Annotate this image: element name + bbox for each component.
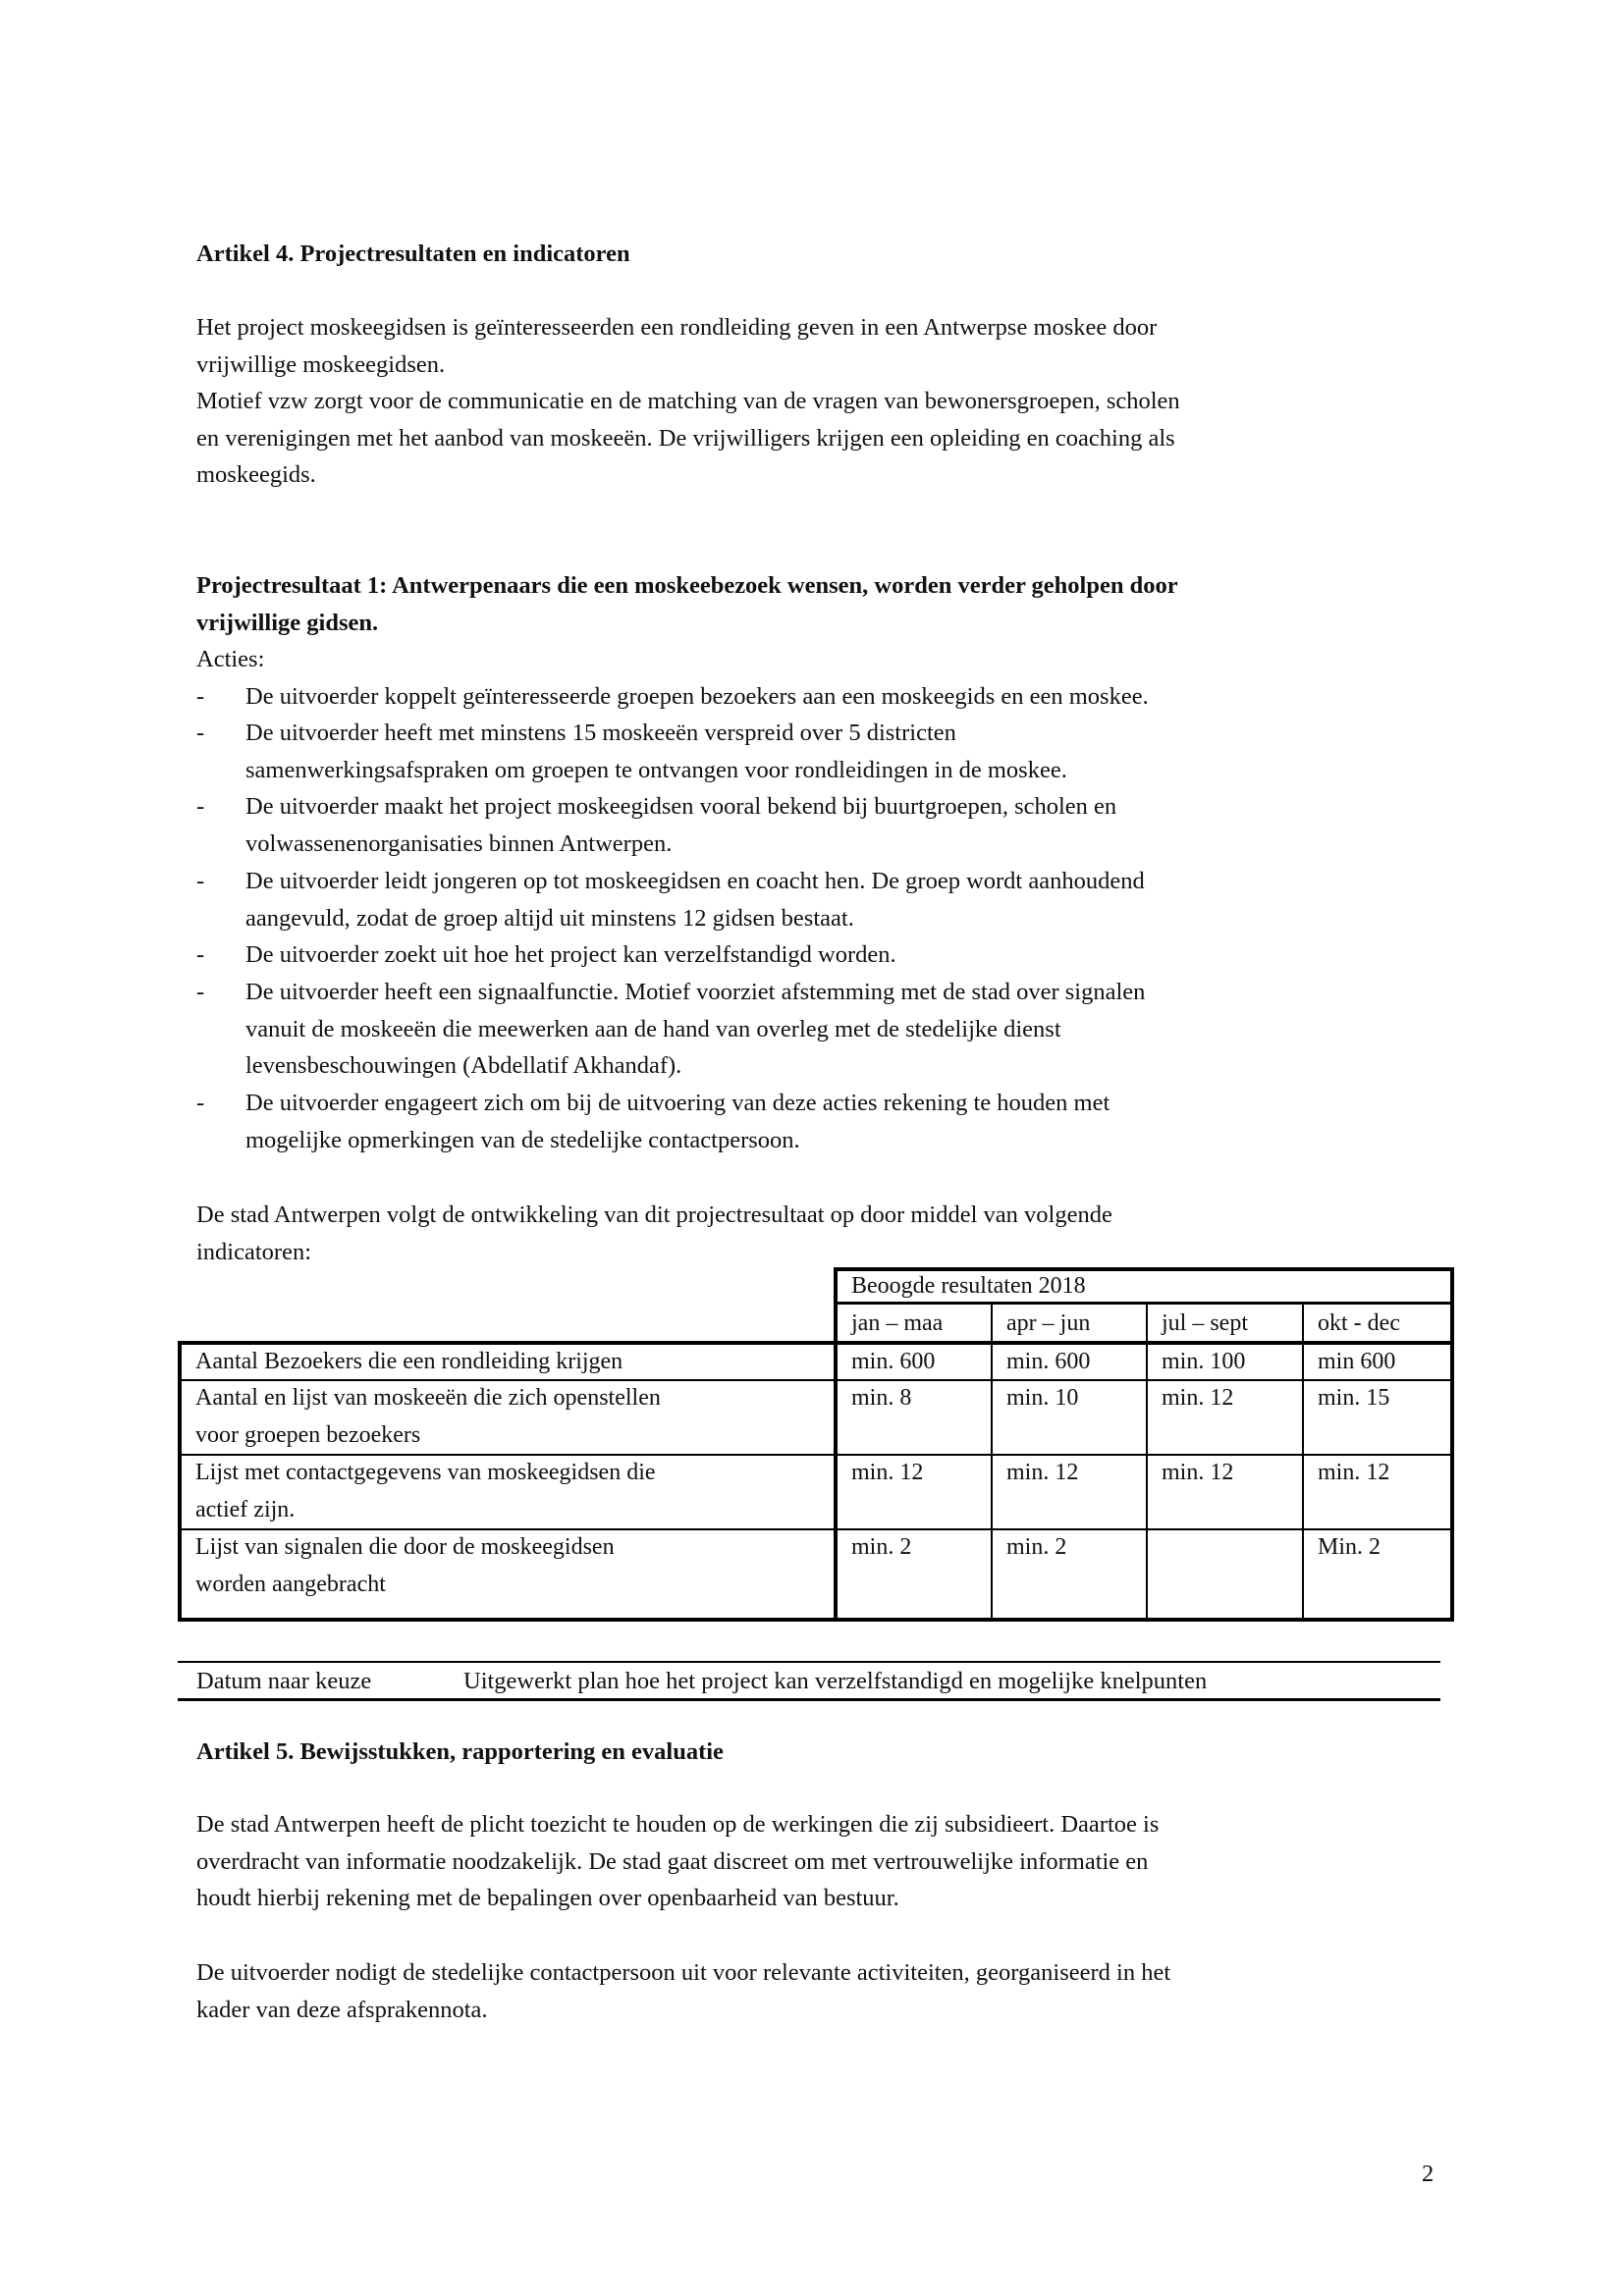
text-line: voor groepen bezoekers [195,1421,421,1448]
bullet-dash: - [196,720,205,746]
text-line: houdt hierbij rekening met de bepalingen over openbaarheid van bestuur. [196,1885,899,1911]
text-line: Motief vzw zorgt voor de communicatie en de matching van de vragen van bewonersgroepen, scholen [196,388,1180,414]
indicator-value: min. 12 [1006,1460,1079,1485]
milestone-description: Uitgewerkt plan hoe het project kan verzelfstandigd en mogelijke knelpunten [463,1668,1208,1694]
text-line: indicatoren: [196,1238,312,1265]
table-border [178,1698,1440,1701]
text-line: De stad Antwerpen heeft de plicht toezicht te houden op de werkingen die zij subsidieert. Daartoe is [196,1811,1160,1838]
indicator-value: min. 600 [1006,1349,1091,1374]
indicator-value: min. 12 [1318,1460,1390,1485]
text-line: Projectresultaat 1: Antwerpenaars die een moskeebezoek wensen, worden verder geholpen door [196,572,1178,599]
text-line: De uitvoerder heeft met minstens 15 moskeeën verspreid over 5 districten [245,720,956,746]
text-line: actief zijn. [195,1496,296,1522]
table-group-header: Beoogde resultaten 2018 [851,1273,1086,1299]
text-line: De uitvoerder zoekt uit hoe het project kan verzelfstandigd worden. [245,941,896,968]
period-header: jul – sept [1162,1310,1248,1336]
indicator-value: min. 12 [1162,1460,1234,1485]
milestone-date: Datum naar keuze [196,1668,372,1694]
text-line: kader van deze afsprakennota. [196,1996,488,2023]
period-header: jan – maa [851,1310,944,1336]
indicator-value: min. 12 [851,1460,924,1485]
text-line: mogelijke opmerkingen van de stedelijke contactpersoon. [245,1126,800,1153]
indicator-value: min. 100 [1162,1349,1246,1374]
text-line: Het project moskeegidsen is geïnteresseerden een rondleiding geven in een Antwerpse moskee door [196,314,1158,341]
text-line: overdracht van informatie noodzakelijk. De stad gaat discreet om met vertrouwelijke informatie en [196,1847,1149,1875]
bullet-dash: - [196,1090,205,1116]
bullet-dash: - [196,979,205,1005]
indicator-label [182,1344,623,1381]
indicator-intro [196,1197,1463,1270]
text-line: Lijst met contactgegevens van moskeegidsen die [195,1460,656,1485]
table-border [178,1618,1454,1622]
text-line: worden aangebracht [195,1571,386,1597]
period-header: okt - dec [1318,1310,1400,1336]
text-line: volwassenenorganisaties binnen Antwerpen. [245,829,673,857]
table-border [1450,1267,1454,1622]
text-line: Aantal Bezoekers die een rondleiding krijgen [195,1349,623,1374]
bullet-dash: - [196,868,205,894]
indicator-value: min. 600 [851,1349,936,1374]
article-4-heading: Artikel 4. Projectresultaten en indicatoren [196,240,630,267]
text-line: De uitvoerder leidt jongeren op tot moskeegidsen en coacht hen. De groep wordt aanhoudend [245,868,1145,894]
indicator-value: min. 12 [1162,1385,1234,1411]
text-line: De uitvoerder engageert zich om bij de uitvoering van deze acties rekening te houden met [245,1090,1110,1116]
indicator-label [182,1380,661,1454]
indicator-label [182,1529,615,1603]
indicator-value: min 600 [1318,1349,1396,1374]
text-line: Lijst van signalen die door de moskeegidsen [195,1534,615,1560]
indicator-value: min. 15 [1318,1385,1390,1411]
text-line: samenwerkingsafspraken om groepen te ontvangen voor rondleidingen in de moskee. [245,756,1067,783]
projectresultaat-1-heading [196,567,1463,641]
text-line: levensbeschouwingen (Abdellatif Akhandaf). [245,1052,682,1079]
indicator-value: min. 10 [1006,1385,1079,1411]
page-number: 2 [1422,2161,1435,2187]
text-line: De stad Antwerpen volgt de ontwikkeling van dit projectresultaat op door middel van volgende [196,1201,1112,1228]
indicator-value: min. 8 [851,1385,912,1411]
article-4-intro [196,309,1463,494]
bullet-dash: - [196,683,205,710]
article-5-heading: Artikel 5. Bewijsstukken, rapportering en evaluatie [196,1738,724,1765]
text-line: moskeegids. [196,461,316,488]
indicator-label [182,1455,656,1528]
text-line: vanuit de moskeeën die meewerken aan de hand van overleg met de stedelijke dienst [245,1015,1061,1042]
text-line: en verenigingen met het aanbod van moskeeën. De vrijwilligers krijgen een opleiding en coaching als [196,424,1175,452]
period-header: apr – jun [1006,1310,1091,1336]
text-line: vrijwillige gidsen. [196,609,379,636]
indicator-value: Min. 2 [1318,1534,1381,1560]
bullet-dash: - [196,941,205,968]
article-5-paragraph-2 [196,1954,1463,2028]
text-line: De uitvoerder nodigt de stedelijke contactpersoon uit voor relevante activiteiten, georganiseerd in het [196,1959,1171,1986]
bullet-dash: - [196,793,205,820]
indicator-value: min. 2 [851,1534,912,1560]
article-5-paragraph-1 [196,1806,1463,1917]
text-line: Aantal en lijst van moskeeën die zich openstellen [195,1385,661,1411]
text-line: De uitvoerder maakt het project moskeegidsen vooral bekend bij buurtgroepen, scholen en [245,793,1117,820]
text-line: De uitvoerder heeft een signaalfunctie. Motief voorziet afstemming met de stad over signalen [245,979,1146,1005]
indicator-value: min. 2 [1006,1534,1067,1560]
acties-label: Acties: [196,646,265,672]
text-line: vrijwillige moskeegidsen. [196,350,446,378]
text-line: aangevuld, zodat de groep altijd uit minstens 12 gidsen bestaat. [245,904,854,932]
text-line: De uitvoerder koppelt geïnteresseerde groepen bezoekers aan een moskeegids en een moskee. [245,683,1149,710]
